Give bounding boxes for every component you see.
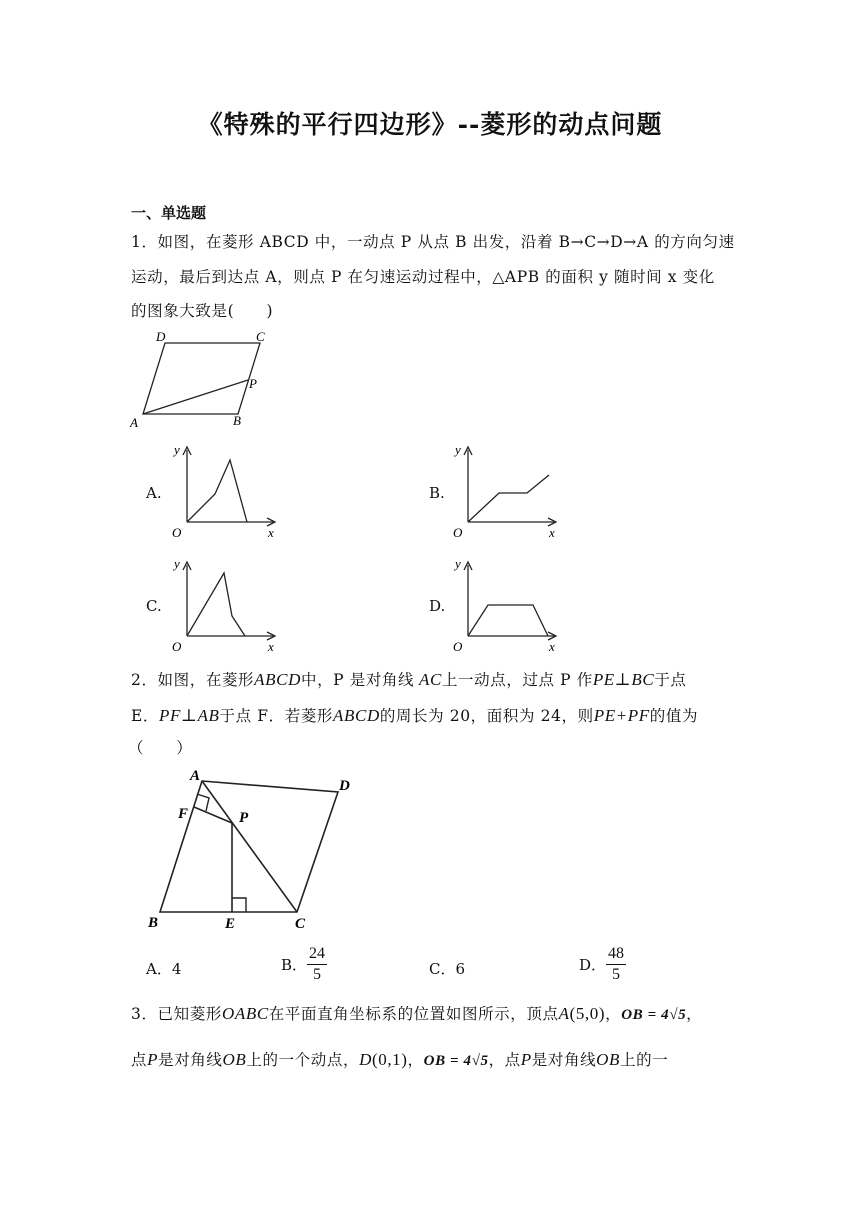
svg-text:y: y (174, 556, 180, 571)
q1-option-c-label: C. (146, 597, 162, 615)
svg-text:A: A (190, 768, 201, 784)
svg-text:y: y (455, 556, 461, 571)
q1-text-line-3: 的图象大致是( ) (131, 302, 274, 320)
page-title: 《特殊的平行四边形》--菱形的动点问题 (197, 110, 663, 139)
q1-option-a-graph (170, 438, 285, 543)
q1-option-d-graph (451, 553, 566, 658)
q2-option-a: A．4 (146, 960, 182, 978)
svg-text:y: y (174, 442, 180, 457)
segment-ap (143, 380, 248, 414)
q3-text-line-1: 3．已知菱形OABC在平面直角坐标系的位置如图所示，顶点A(5,0)，OB = 4√5， (131, 1004, 703, 1023)
rhombus-abcd (143, 343, 260, 414)
q3-text-line-2: 点P是对角线OB上的一个动点，D(0,1)，OB = 4√5，点P是对角线OB上的一 (131, 1050, 669, 1069)
q1-option-a-label: A. (146, 484, 162, 502)
svg-text:P: P (239, 810, 249, 826)
svg-text:O: O (172, 525, 182, 540)
section-heading: 一、单选题 (131, 204, 207, 222)
svg-text:O: O (453, 525, 463, 540)
right-angle-e (232, 898, 246, 912)
q1-option-b-graph (451, 438, 566, 543)
q1-option-c-graph (170, 553, 285, 658)
q2-option-b: B． $\frac{24}{5}$ (281, 945, 326, 983)
label-c: C (256, 329, 265, 344)
graph-curve (468, 605, 548, 636)
svg-text:E: E (225, 916, 236, 932)
svg-text:x: x (268, 639, 274, 654)
graph-curve (187, 573, 245, 636)
diagonal-ac (202, 781, 297, 912)
q2-text-line-2: E．PF⊥AB于点 F．若菱形ABCD的周长为 20，面积为 24，则PE+PF的值为 (131, 706, 699, 725)
graph-curve (468, 475, 549, 522)
svg-text:x: x (268, 525, 274, 540)
svg-text:C: C (295, 916, 306, 932)
svg-text:D: D (339, 778, 350, 794)
svg-text:F: F (178, 806, 189, 822)
label-d: D (156, 329, 166, 344)
q1-text-line-2: 运动，最后到达点 A，则点 P 在匀速运动过程中，△APB 的面积 y 随时间 x 变化 (131, 268, 715, 286)
label-p: P (249, 376, 257, 391)
q2-option-d: D． $\frac{48}{5}$ (579, 945, 625, 983)
q2-text-line-1: 2．如图，在菱形ABCD中，P 是对角线 AC上一动点，过点 P 作PE⊥BC于点 (131, 670, 687, 689)
q1-rhombus-figure (128, 326, 278, 431)
svg-text:y: y (455, 442, 461, 457)
q2-text-line-3: （ ） (128, 739, 193, 757)
q2-rhombus-figure (140, 762, 370, 937)
label-a: A (130, 415, 138, 430)
q1-option-b-label: B. (429, 484, 445, 502)
label-b: B (233, 413, 241, 428)
q2-option-c: C．6 (429, 960, 466, 978)
svg-text:x: x (549, 639, 555, 654)
svg-text:x: x (549, 525, 555, 540)
svg-text:B: B (148, 915, 159, 931)
svg-text:O: O (172, 639, 182, 654)
q1-option-d-label: D. (429, 597, 446, 615)
graph-curve (187, 460, 247, 522)
svg-text:O: O (453, 639, 463, 654)
q1-text-line-1: 1．如图，在菱形 ABCD 中，一动点 P 从点 B 出发，沿着 B→C→D→A 的方向匀速 (131, 233, 735, 251)
